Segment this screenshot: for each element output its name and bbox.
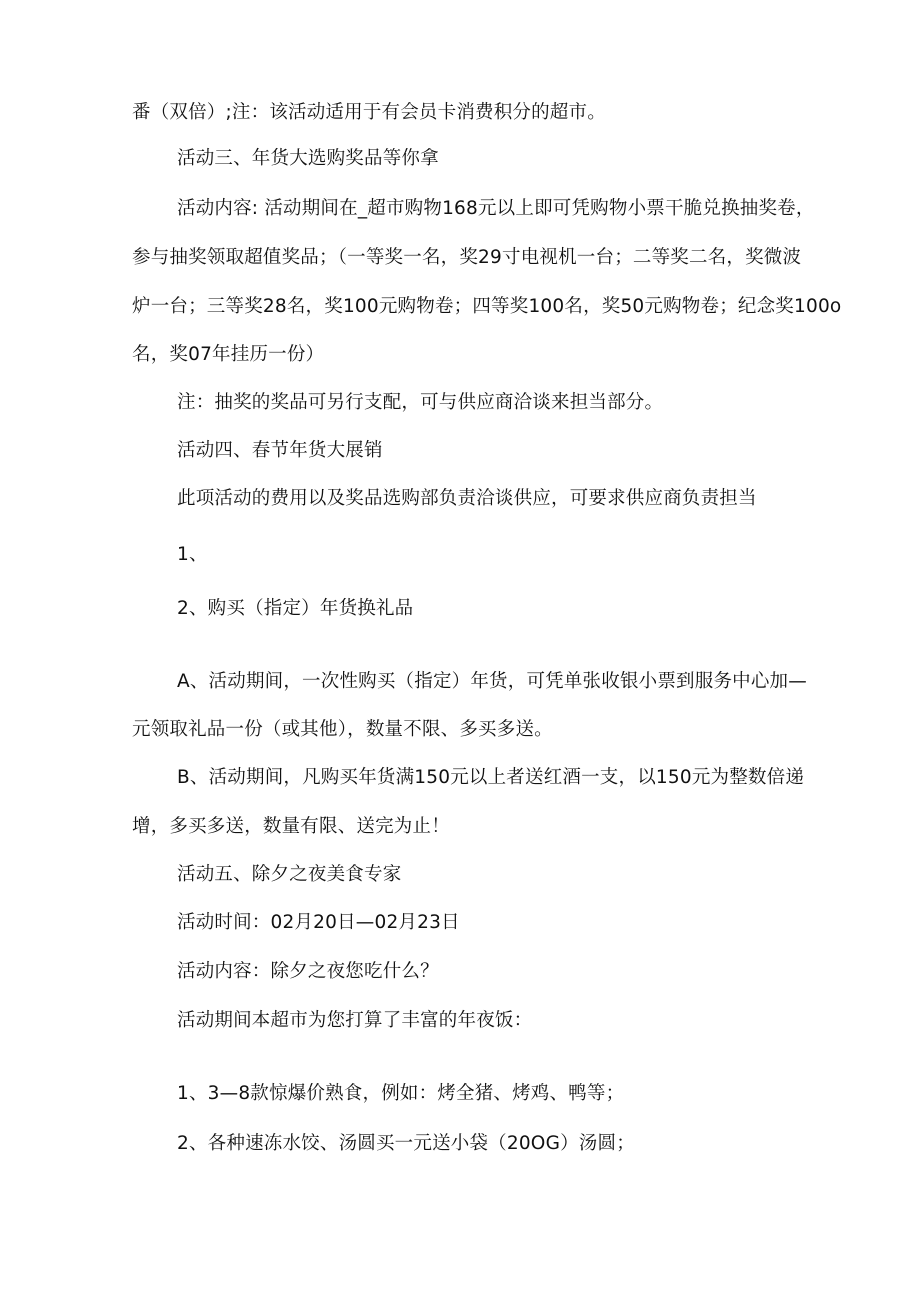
list-item: 2、购买（指定）年货换礼品: [177, 598, 414, 619]
text-line: 名，奖07年挂历一份）: [132, 344, 325, 365]
list-item: 2、各种速冻水饺、汤圆买一元送小袋（20OG）汤圆；: [177, 1133, 635, 1154]
list-item: 1、3—8款惊爆价熟食，例如：烤全猪、烤鸡、鸭等；: [177, 1083, 625, 1104]
text-line: 参与抽奖领取超值奖品；（一等奖一名，奖29寸电视机一台；二等奖二名，奖微波: [132, 247, 802, 268]
text-line: 活动时间：02月20日—02月23日: [177, 912, 460, 933]
list-item: 1、: [177, 544, 208, 565]
text-line: 炉一台；三等奖28名，奖100元购物卷；四等奖100名，奖50元购物卷；纪念奖100o: [132, 296, 842, 317]
section-heading: 活动四、春节年货大展销: [177, 440, 383, 461]
text-line: B、活动期间，凡购买年货满150元以上者送红酒一支，以150元为整数倍递: [177, 767, 805, 788]
text-line: 元领取礼品一份（或其他），数量不限、多买多送。: [132, 719, 553, 740]
text-line: 增，多买多送，数量有限、送完为止！: [132, 816, 450, 837]
text-line: 活动内容: 活动期间在_超市购物168元以上即可凭购物小票干脆兑换抽奖卷，: [177, 198, 815, 219]
section-heading: 活动五、除夕之夜美食专家: [177, 864, 402, 885]
text-line: 注：抽奖的奖品可另行支配，可与供应商洽谈来担当部分。: [177, 392, 664, 413]
text-line: 此项活动的费用以及奖品选购部负责洽谈供应，可要求供应商负责担当: [177, 488, 757, 509]
text-line: 番（双倍）;注：该活动适用于有会员卡消费积分的超市。: [132, 102, 606, 123]
text-line: A、活动期间，一次性购买（指定）年货，可凭单张收银小票到服务中心加—: [177, 671, 807, 692]
text-line: 活动内容：除夕之夜您吃什么？: [177, 961, 439, 982]
text-line: 活动期间本超市为您打算了丰富的年夜饭：: [177, 1010, 533, 1031]
section-heading: 活动三、年货大选购奖品等你拿: [177, 148, 439, 169]
